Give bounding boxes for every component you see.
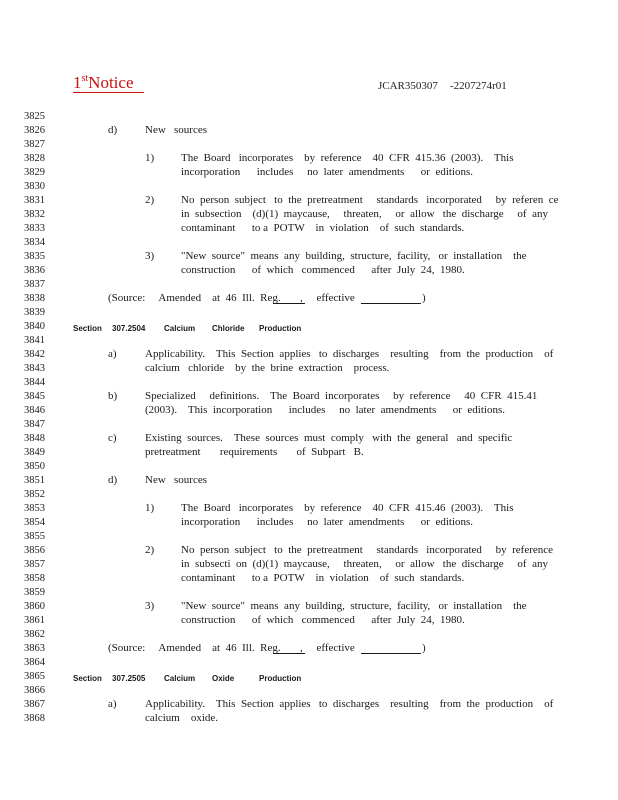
text-line: a) <box>108 698 117 710</box>
line-number: 3853 <box>24 503 45 514</box>
line-number: 3857 <box>24 559 45 570</box>
text-line: 2) <box>145 544 155 556</box>
line-number: 3833 <box>24 223 45 234</box>
section-heading-part: Chloride <box>212 324 245 333</box>
line-number: 3831 <box>24 195 45 206</box>
line-number: 3848 <box>24 433 45 444</box>
text-line: contaminant to a POTW in violation of such standards. <box>181 222 465 234</box>
notice-number: 1 <box>73 73 82 92</box>
text-line: c) <box>108 432 117 444</box>
text-line: a) <box>108 348 117 360</box>
line-number: 3835 <box>24 251 45 262</box>
text-line: 1) <box>145 152 155 164</box>
text-line: ) <box>422 642 426 654</box>
document-id-part-b: -2207274r01 <box>449 80 507 92</box>
line-number: 3834 <box>24 237 45 248</box>
text-line: Applicability. This Section applies to discharges resulting from the production of <box>145 348 554 360</box>
text-line: , effective <box>300 642 355 654</box>
line-number: 3844 <box>24 377 45 388</box>
text-line: The Board incorporates by reference 40 CFR 415.46 (2003). This <box>181 502 514 514</box>
text-line: calcium oxide. <box>145 712 219 724</box>
line-number: 3840 <box>24 321 45 332</box>
text-line: No person subject to the pretreatment standards incorporated by referen ce <box>181 194 559 206</box>
section-heading-part: Production <box>259 324 302 333</box>
line-number: 3862 <box>24 629 45 640</box>
text-line: d) <box>108 474 118 486</box>
line-number: 3828 <box>24 153 45 164</box>
text-line: (Source: Amended at 46 Ill. Reg. <box>108 292 281 304</box>
text-line: Existing sources. These sources must comply with the general and specific <box>145 432 513 444</box>
line-number: 3836 <box>24 265 45 276</box>
line-number: 3868 <box>24 713 45 724</box>
text-line: incorporation includes no later amendments or editions. <box>181 166 474 178</box>
text-line: b) <box>108 390 118 402</box>
fill-in-blank <box>273 643 305 657</box>
text-line: 2) <box>145 194 155 206</box>
document-id-part-a: JCAR350307 <box>378 80 438 92</box>
notice-heading <box>73 73 134 93</box>
line-number: 3832 <box>24 209 45 220</box>
section-heading-part: 307.2505 <box>112 674 146 683</box>
line-number: 3867 <box>24 699 45 710</box>
line-number: 3839 <box>24 307 45 318</box>
line-number: 3842 <box>24 349 45 360</box>
text-line: construction of which commenced after July 24, 1980. <box>181 264 465 276</box>
text-line: (Source: Amended at 46 Ill. Reg. <box>108 642 281 654</box>
fill-in-blank <box>273 293 305 307</box>
document-id <box>378 79 507 93</box>
fill-in-blank <box>361 293 421 307</box>
line-number: 3855 <box>24 531 45 542</box>
text-line: in subsection (d)(1) maycause, threaten, or allow the discharge of any <box>181 208 548 220</box>
notice-underline <box>73 92 144 93</box>
text-line: 3) <box>145 250 155 262</box>
text-line: The Board incorporates by reference 40 CFR 415.36 (2003). This <box>181 152 514 164</box>
line-number: 3851 <box>24 475 45 486</box>
line-number: 3858 <box>24 573 45 584</box>
fill-in-blank <box>361 643 421 657</box>
text-line: No person subject to the pretreatment standards incorporated by reference <box>181 544 554 556</box>
line-number: 3845 <box>24 391 45 402</box>
text-line: , effective <box>300 292 355 304</box>
text-line: calcium chloride by the brine extraction process. <box>145 362 390 374</box>
line-number: 3856 <box>24 545 45 556</box>
notice-word: Notice <box>88 73 134 92</box>
section-heading-part: Oxide <box>212 674 235 683</box>
line-number: 3841 <box>24 335 45 346</box>
line-number: 3847 <box>24 419 45 430</box>
line-number: 3829 <box>24 167 45 178</box>
line-number: 3846 <box>24 405 45 416</box>
section-heading-part: Calcium <box>164 674 196 683</box>
text-line: contaminant to a POTW in violation of such standards. <box>181 572 465 584</box>
line-number: 3850 <box>24 461 45 472</box>
line-number: 3864 <box>24 657 45 668</box>
line-number: 3830 <box>24 181 45 192</box>
section-heading-part: Production <box>259 674 302 683</box>
text-line: d) <box>108 124 118 136</box>
line-number: 3825 <box>24 111 45 122</box>
line-number: 3863 <box>24 643 45 654</box>
line-number: 3860 <box>24 601 45 612</box>
text-line: 3) <box>145 600 155 612</box>
line-number: 3866 <box>24 685 45 696</box>
text-line: (2003). This incorporation includes no later amendments or editions. <box>145 404 505 416</box>
line-number: 3865 <box>24 671 45 682</box>
line-number: 3859 <box>24 587 45 598</box>
text-line: 1) <box>145 502 155 514</box>
text-line: Specialized definitions. The Board incorporates by reference 40 CFR 415.41 <box>145 390 538 402</box>
section-heading-part: Section <box>73 674 102 683</box>
line-number: 3849 <box>24 447 45 458</box>
notice-superscript: st <box>81 73 89 84</box>
text-line: in subsecti on (d)(1) maycause, threaten, or allow the discharge of any <box>181 558 548 570</box>
text-line: "New source" means any building, structure, facility, or installation the <box>181 250 527 262</box>
text-line: Applicability. This Section applies to discharges resulting from the production of <box>145 698 554 710</box>
line-number: 3837 <box>24 279 45 290</box>
text-line: incorporation includes no later amendments or editions. <box>181 516 474 528</box>
text-line: ) <box>422 292 426 304</box>
line-number: 3854 <box>24 517 45 528</box>
text-line: New sources <box>145 474 208 486</box>
line-number: 3861 <box>24 615 45 626</box>
section-heading-part: Calcium <box>164 324 196 333</box>
line-number: 3827 <box>24 139 45 150</box>
line-number: 3843 <box>24 363 45 374</box>
text-line: "New source" means any building, structure, facility, or installation the <box>181 600 527 612</box>
line-number: 3852 <box>24 489 45 500</box>
text-line: construction of which commenced after July 24, 1980. <box>181 614 465 626</box>
text-line: pretreatment requirements of Subpart B. <box>145 446 364 458</box>
section-heading-part: 307.2504 <box>112 324 146 333</box>
section-heading-part: Section <box>73 324 102 333</box>
text-line: New sources <box>145 124 208 136</box>
line-number: 3838 <box>24 293 45 304</box>
line-number: 3826 <box>24 125 45 136</box>
